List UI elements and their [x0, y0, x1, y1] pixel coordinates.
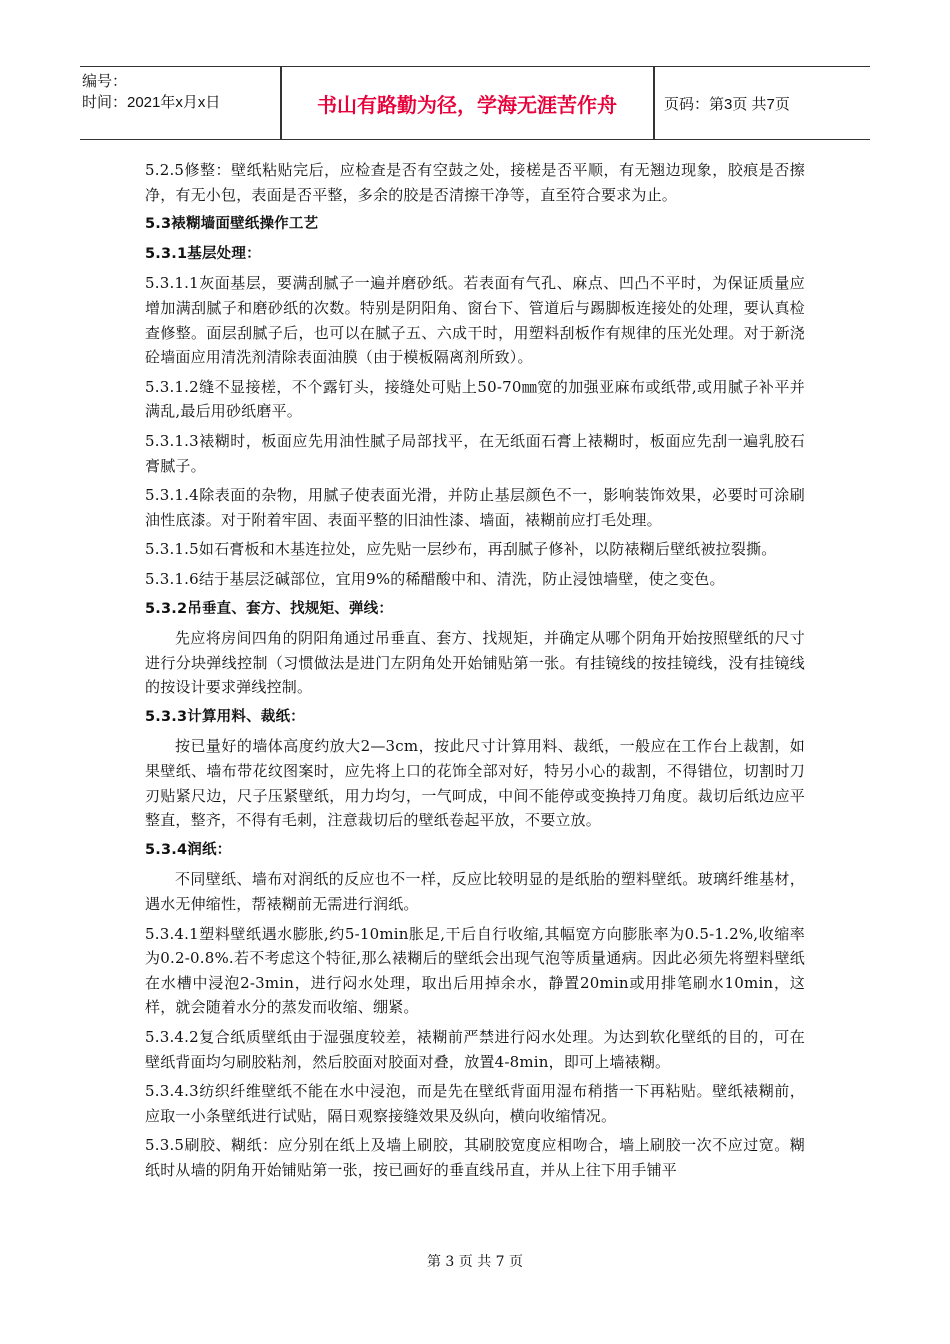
- paragraph: 按已量好的墙体高度约放大2—3cm，按此尺寸计算用料、裁纸，一般应在工作台上裁割，如果壁纸、墙布带花纹图案时，应先将上口的花饰全部对好，特另小心的裁割，不得错位，切割时刀刃贴紧尺边，尺子压紧壁纸，用力均匀，一气呵成，中间不能停或变换持刀角度。裁切后纸边应平整直，整齐，不得有毛刺，注意裁切后的壁纸卷起平放，不要立放。: [145, 737, 805, 830]
- paragraph: 5.3.1.6结于基层泛碱部位，宜用9%的稀醋酸中和、清洗，防止浸蚀墙壁，使之变色。: [145, 569, 725, 588]
- document-number-label: 编号：: [82, 73, 128, 90]
- header-motto: 书山有路勤为径，学海无涯苦作舟: [317, 93, 617, 117]
- paragraph: 5.3.1.4除表面的杂物，用腻子使表面光滑，并防止基层颜色不一，影响装饰效果，必要时可涂刷油性底漆。对于附着牢固、表面平整的旧油性漆、墙面，裱糊前应打毛处理。: [145, 486, 805, 529]
- page-footer: 第 3 页 共 7 页: [426, 1254, 524, 1270]
- paragraph: 先应将房间四角的阴阳角通过吊垂直、套方、找规矩，并确定从哪个阴角开始按照壁纸的尺寸进行分块弹线控制（习惯做法是进门左阴角处开始铺贴第一张。有挂镜线的按挂镜线，没有挂镜线的按设计要求弹线控制。: [145, 629, 805, 697]
- header-page-number: 页码：第3页 共7页: [664, 96, 790, 113]
- page-header: [80, 66, 870, 140]
- header-meta: [82, 71, 282, 113]
- subsection-heading: 5.3.1基层处理：: [145, 245, 261, 262]
- paragraph: 5.3.4.3纺织纤维壁纸不能在水中浸泡，而是先在壁纸背面用湿布稍揩一下再粘贴。壁纸裱糊前，应取一小条壁纸进行试贴，隔日观察接缝效果及纵向，横向收缩情况。: [145, 1082, 805, 1125]
- paragraph: 5.3.1.2缝不显接槎，不个露钉头，接缝处可贴上50-70㎜宽的加强亚麻布或纸带,或用腻子补平并满乱,最后用砂纸磨平。: [145, 377, 805, 421]
- paragraph: 5.3.5刷胶、糊纸：应分别在纸上及墙上刷胶，其刷胶宽度应相吻合，墙上刷胶一次不应过宽。糊纸时从墙的阴角开始铺贴第一张，按已画好的垂直线吊直，并从上往下用手铺平: [145, 1136, 805, 1179]
- paragraph: 5.2.5修整：壁纸粘贴完后，应检查是否有空鼓之处，接槎是否平顺，有无翘边现象，胶痕是否擦净，有无小包，表面是否平整，多余的胶是否清擦干净等，直至符合要求为止。: [145, 161, 805, 204]
- paragraph: 5.3.1.5如石膏板和木基连拉处，应先贴一层纱布，再刮腻子修补，以防裱糊后壁纸被拉裂撕。: [145, 540, 777, 559]
- header-divider: [653, 67, 655, 139]
- subsection-heading: 5.3.3计算用料、裁纸：: [145, 708, 305, 725]
- section-heading: 5.3裱糊墙面壁纸操作工艺: [145, 216, 319, 233]
- subsection-heading: 5.3.4润纸：: [145, 841, 232, 858]
- subsection-heading: 5.3.2吊垂直、套方、找规矩、弹线：: [145, 600, 394, 617]
- paragraph: 5.3.1.3裱糊时，板面应先用油性腻子局部找平，在无纸面石膏上裱糊时，板面应先刮一遍乳胶石膏腻子。: [145, 431, 805, 475]
- paragraph: 不同壁纸、墙布对润纸的反应也不一样，反应比较明显的是纸胎的塑料壁纸。玻璃纤维基材，遇水无伸缩性，帮裱糊前无需进行润纸。: [145, 870, 805, 914]
- paragraph: 5.3.4.1塑料壁纸遇水膨胀,约5-10min胀足,干后自行收缩,其幅宽方向膨胀率为0.5-1.2%,收缩率为0.2-0.8%.若不考虑这个特征,那么裱糊后的壁纸会出现气泡等质量通病。因此必须先将塑料壁纸在水槽中浸泡2-3min，进行闷水处理，取出后用掉余水，静置20min或用排笔刷水10min，这样，就会随着水分的蒸发而收缩、绷紧。: [145, 924, 805, 1017]
- document-body: [145, 158, 805, 1188]
- paragraph: 5.3.4.2复合纸质壁纸由于湿强度较差，裱糊前严禁进行闷水处理。为达到软化壁纸的目的，可在壁纸背面均匀刷胶粘剂，然后胶面对胶面对叠，放置4-8min，即可上墙裱糊。: [145, 1028, 805, 1071]
- document-date: 时间：2021年x月x日: [82, 94, 221, 111]
- paragraph: 5.3.1.1灰面基层，要满刮腻子一遍并磨砂纸。若表面有气孔、麻点、凹凸不平时，为保证质量应增加满刮腻子和磨砂纸的次数。特别是阴阳角、窗台下、管道后与踢脚板连接处的处理，要认真检查修整。面层刮腻子后，也可以在腻子五、六成干时，用塑料刮板作有规律的压光处理。对于新浇砼墙面应用清洗剂清除表面油膜（由于模板隔离剂所致）。: [145, 274, 805, 367]
